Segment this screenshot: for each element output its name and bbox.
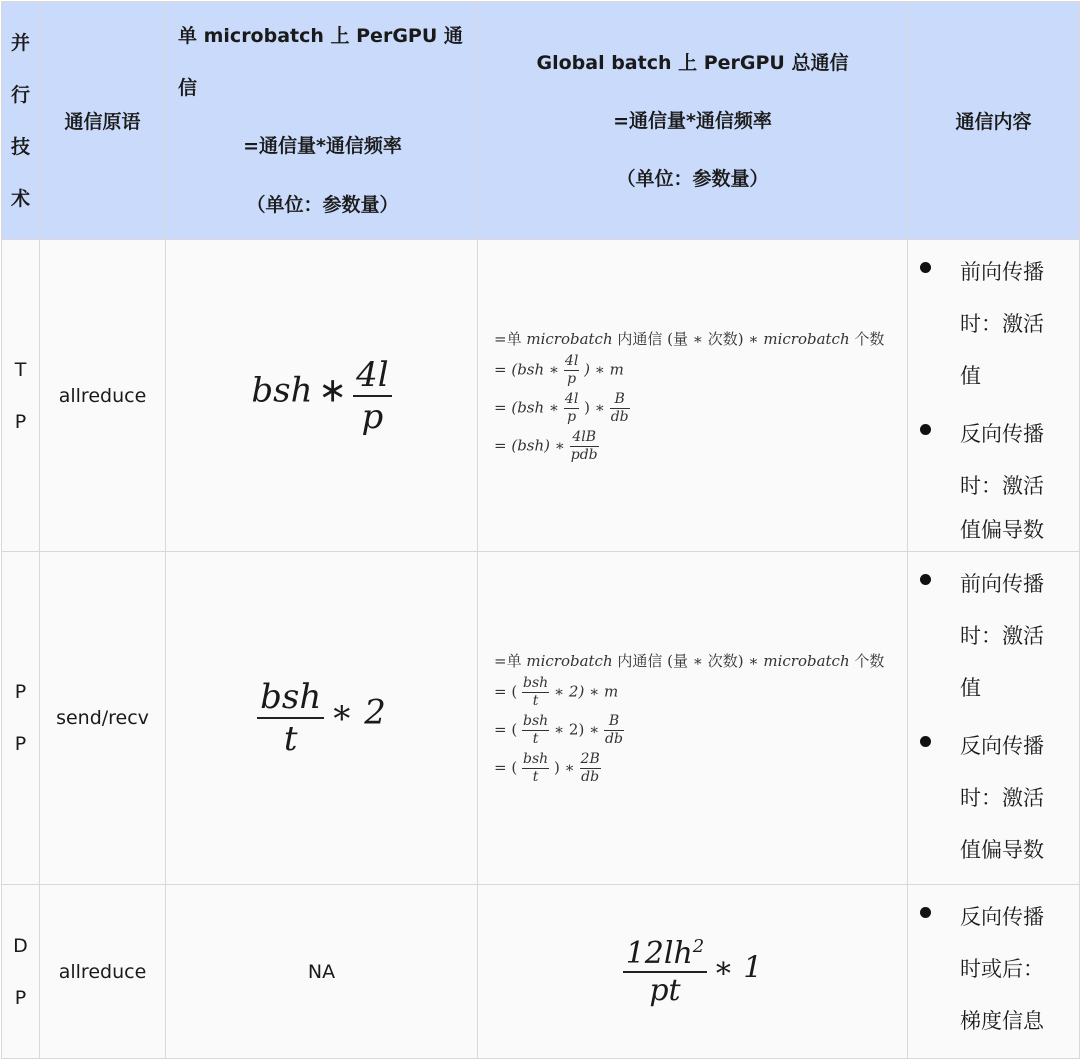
- text: microbatch: [526, 329, 613, 348]
- primitive-cell: send/recv: [40, 552, 166, 885]
- tech-char: P: [14, 681, 27, 703]
- text: = (bsh ∗: [494, 398, 560, 416]
- header-char: 术: [10, 187, 30, 210]
- comm-content-cell: [908, 885, 1080, 1059]
- comm-content-cell: [908, 552, 1080, 885]
- tech-char: P: [14, 986, 27, 1009]
- denominator: p: [567, 408, 577, 425]
- text: 时或后：: [960, 957, 1044, 981]
- text: 反向传播: [960, 422, 1044, 446]
- header-line: =通信量*通信频率: [243, 134, 402, 157]
- numerator: bsh: [257, 677, 324, 719]
- formula-term: bsh: [251, 370, 313, 410]
- bullet-icon: [908, 246, 960, 402]
- text: 个数: [854, 329, 885, 348]
- single-microbatch-formula: NA: [166, 885, 478, 1059]
- primitive-cell: allreduce: [40, 885, 166, 1059]
- header-primitive: 通信原语: [40, 2, 166, 240]
- fraction: [610, 391, 630, 426]
- header-microbatch-comm: [166, 2, 478, 240]
- fraction: [522, 675, 549, 710]
- text: 个数: [854, 652, 885, 670]
- numerator: bsh: [522, 751, 549, 767]
- formula-term: ∗ 1: [713, 950, 763, 985]
- denominator: t: [532, 731, 539, 747]
- denominator: t: [532, 769, 539, 785]
- text: 时：激活: [960, 312, 1044, 336]
- text: 值: [960, 676, 981, 700]
- fraction: [522, 713, 549, 748]
- header-line: 信: [178, 76, 198, 99]
- numerator: B: [604, 713, 624, 731]
- denominator: db: [605, 731, 623, 747]
- denominator: db: [610, 408, 629, 425]
- text: 前向传播: [960, 572, 1044, 596]
- tech-cell: [2, 885, 40, 1059]
- header-line: 单 microbatch 上 PerGPU 通: [178, 24, 463, 47]
- fraction: [604, 713, 624, 748]
- derivation-line: [494, 713, 907, 748]
- global-batch-formula: [478, 885, 908, 1059]
- denominator: pt: [649, 972, 681, 1008]
- formula-fraction: [257, 677, 324, 759]
- bullet-icon: [908, 558, 960, 714]
- text: = (: [494, 758, 518, 777]
- header-line: Global batch 上 PerGPU 总通信: [536, 51, 849, 74]
- text: 值: [960, 364, 981, 388]
- formula-fraction: [353, 355, 392, 437]
- derivation-line: [494, 328, 907, 350]
- numerator: 4l: [564, 390, 579, 407]
- numerator: 4l: [564, 352, 579, 369]
- header-line: （单位：参数量）: [246, 193, 399, 216]
- list-item: [908, 558, 1079, 714]
- header-char: 行: [10, 83, 30, 106]
- numerator: [623, 936, 708, 973]
- derivation-line: [494, 429, 907, 464]
- text: ∗ 2) ∗ m: [553, 682, 619, 701]
- text: = (: [494, 720, 518, 739]
- text: = (bsh) ∗: [494, 436, 565, 454]
- text: microbatch: [763, 329, 850, 348]
- tech-char: P: [14, 733, 27, 755]
- denominator: pdb: [570, 446, 598, 463]
- numerator: 2B: [580, 751, 600, 767]
- formula-fraction: [623, 936, 708, 1008]
- tech-char: D: [13, 934, 28, 957]
- text: microbatch: [763, 652, 850, 670]
- table-row-pp: [2, 552, 1080, 885]
- numerator: 4lB: [570, 429, 599, 447]
- tech-char: T: [14, 358, 27, 381]
- global-batch-derivation: [478, 240, 908, 552]
- formula-term: ∗ 2: [330, 692, 386, 733]
- comm-content-cell: [908, 240, 1080, 552]
- text: = (bsh ∗: [494, 360, 560, 378]
- text: ∗ 2) ∗: [553, 720, 600, 739]
- tech-char: P: [14, 410, 27, 433]
- bullet-icon: [908, 720, 960, 876]
- text: 内通信 (量 ∗ 次数) ∗: [617, 329, 759, 348]
- text: 12lh: [625, 935, 693, 971]
- exponent: 2: [692, 935, 705, 957]
- text: 前向传播: [960, 260, 1044, 284]
- fraction: [522, 751, 549, 786]
- derivation-line: [494, 353, 907, 388]
- header-parallel-tech: [2, 2, 40, 240]
- header-line: =通信量*通信频率: [613, 109, 772, 132]
- text: =单: [494, 329, 522, 348]
- list-item: [908, 891, 1079, 1047]
- numerator: B: [610, 391, 630, 409]
- single-microbatch-formula: [166, 552, 478, 885]
- formula-op: ∗: [318, 370, 348, 410]
- denominator: t: [532, 693, 539, 709]
- header-row: [2, 2, 1080, 240]
- text: ) ∗: [584, 398, 605, 416]
- denominator: p: [361, 396, 384, 437]
- text: 值偏导数: [960, 518, 1044, 542]
- single-microbatch-formula: [166, 240, 478, 552]
- fraction: [564, 353, 579, 388]
- denominator: db: [581, 769, 600, 785]
- parallelism-communication-table: [1, 1, 1080, 1059]
- denominator: t: [283, 719, 298, 759]
- derivation-line: [494, 650, 907, 672]
- text: 时：激活: [960, 474, 1044, 498]
- header-char: 并: [10, 31, 30, 54]
- derivation-line: [494, 391, 907, 426]
- text: =单: [494, 652, 522, 670]
- fraction: [570, 429, 599, 464]
- primitive-cell: allreduce: [40, 240, 166, 552]
- bullet-icon: [908, 891, 960, 1047]
- text: 时：激活: [960, 624, 1044, 648]
- fraction: [580, 751, 601, 786]
- text: 反向传播: [960, 734, 1044, 758]
- fraction: [564, 391, 579, 426]
- tech-cell: [2, 552, 40, 885]
- header-char: 技: [10, 135, 30, 158]
- numerator: 4l: [353, 355, 392, 397]
- header-globalbatch-comm: [478, 2, 908, 240]
- tech-cell: [2, 240, 40, 552]
- text: = (: [494, 682, 518, 701]
- header-content: 通信内容: [908, 2, 1080, 240]
- list-item: [908, 720, 1079, 876]
- header-line: （单位：参数量）: [616, 167, 769, 190]
- global-batch-derivation: [478, 552, 908, 885]
- derivation-line: [494, 675, 907, 710]
- text: ) ∗ m: [584, 360, 624, 378]
- text: ) ∗: [553, 758, 575, 777]
- list-item: [908, 246, 1079, 402]
- text: 时：激活: [960, 786, 1044, 810]
- text: 值偏导数: [960, 838, 1044, 862]
- numerator: bsh: [522, 713, 549, 729]
- list-item: [908, 408, 1079, 548]
- denominator: p: [567, 370, 577, 387]
- numerator: bsh: [522, 675, 549, 691]
- text: 内通信 (量 ∗ 次数) ∗: [617, 652, 759, 670]
- table-row-tp: [2, 240, 1080, 552]
- derivation-line: [494, 751, 907, 786]
- text: 反向传播: [960, 905, 1044, 929]
- table-row-dp: [2, 885, 1080, 1059]
- text: 梯度信息: [960, 1009, 1044, 1033]
- text: microbatch: [526, 652, 613, 670]
- bullet-icon: [908, 408, 960, 548]
